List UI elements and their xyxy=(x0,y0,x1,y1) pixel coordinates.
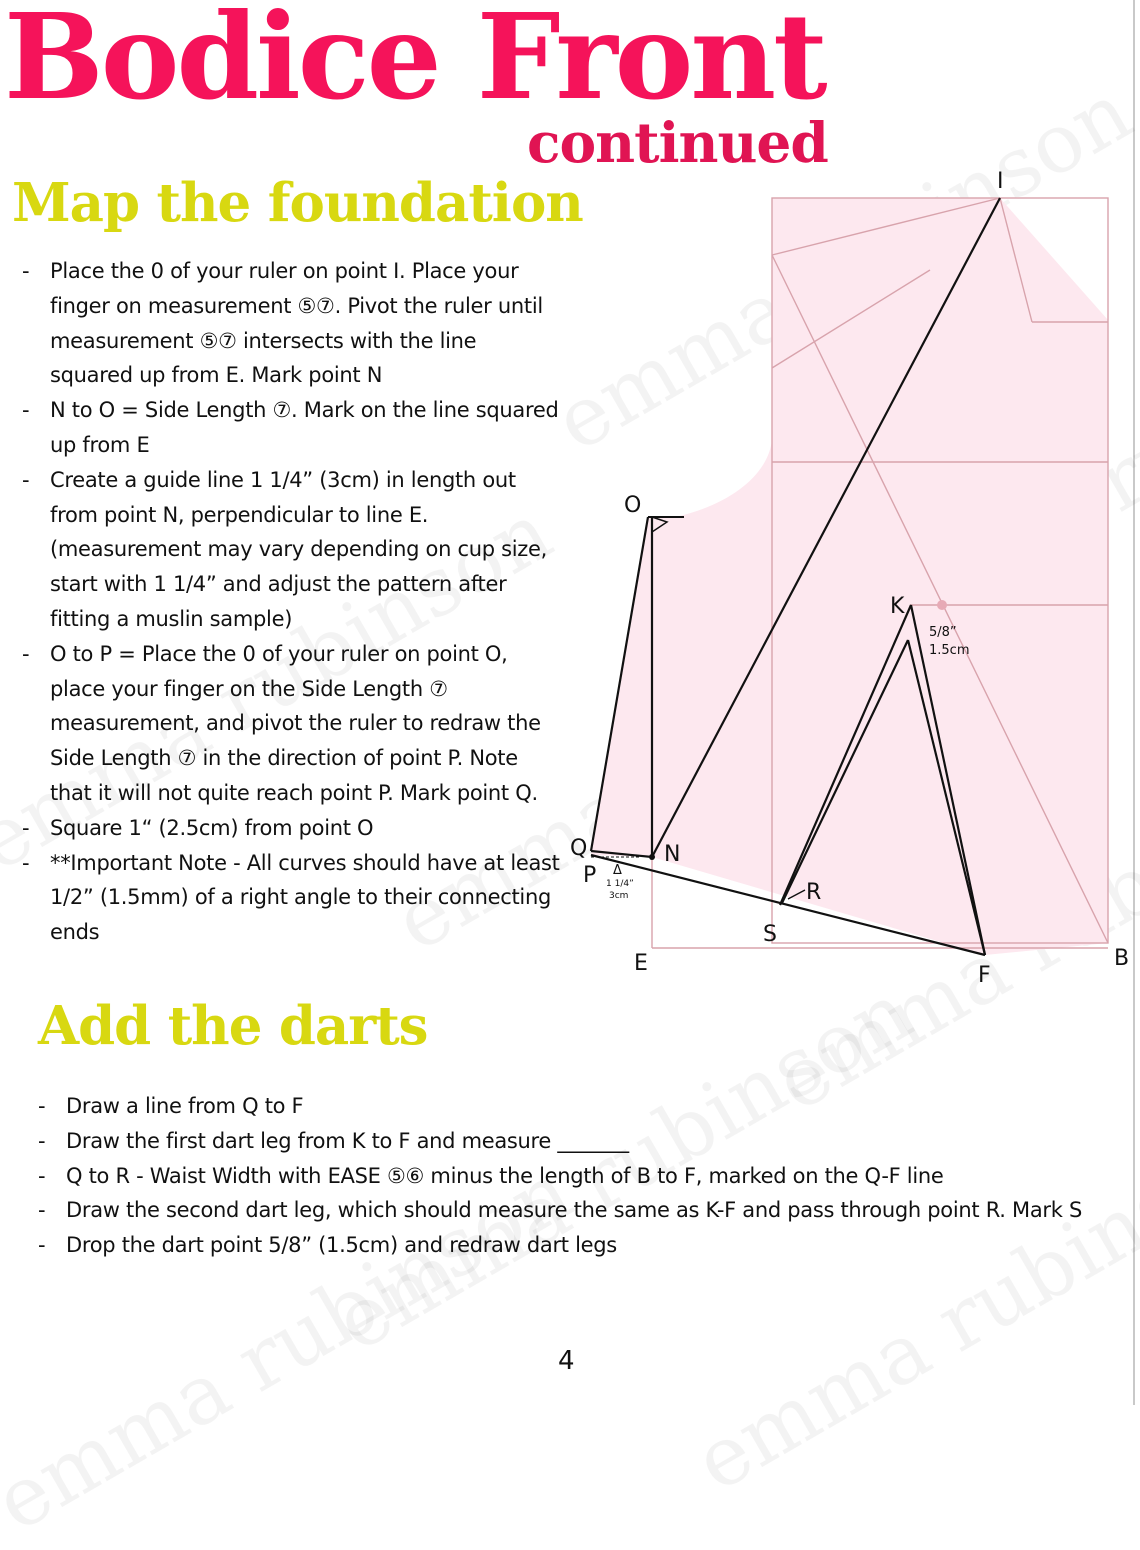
step-item: - **Important Note - All curves should have at least 1/2” (1.5mm) of a right angle to their connecting ends xyxy=(22,846,562,950)
point-n-dot xyxy=(649,854,655,860)
page-title: Bodice Front xyxy=(4,0,825,126)
guide-imperial: 1 1/4” xyxy=(606,879,634,889)
label-f: F xyxy=(978,963,991,988)
step-item: - Draw the first dart leg from K to F and measure _______ xyxy=(38,1124,1098,1159)
step-item: - Draw the second dart leg, which should measure the same as K-F and pass through point R. Mark S xyxy=(38,1193,1098,1228)
section-heading-foundation: Map the foundation xyxy=(12,172,583,234)
label-o: O xyxy=(624,493,642,518)
label-s: S xyxy=(763,922,777,947)
label-r: R xyxy=(806,880,822,905)
step-item: - Drop the dart point 5/8” (1.5cm) and redraw dart legs xyxy=(38,1228,1098,1263)
step-item: - Draw a line from Q to F xyxy=(38,1089,1098,1124)
dart-drop-imperial: 5/8” xyxy=(929,625,957,640)
dart-drop-metric: 1.5cm xyxy=(929,643,970,658)
label-b: B xyxy=(1114,946,1130,971)
page-number: 4 xyxy=(558,1346,575,1376)
step-item: - O to P = Place the 0 of your ruler on point O, place your finger on the Side Length ⑦ measurement, and pivot the ruler to redraw the Side Length ⑦ in the direction of point P. Note that it will not quite reach point P. Mark point Q. xyxy=(22,637,562,811)
label-k: K xyxy=(890,594,905,619)
label-q: Q xyxy=(570,836,588,861)
label-i: I xyxy=(997,169,1004,194)
label-n: N xyxy=(664,842,681,867)
step-item: - Place the 0 of your ruler on point I. Place your finger on measurement ⑤⑦. Pivot the ruler until measurement ⑤⑦ intersects with the line squared up from E. Mark point N xyxy=(22,254,562,393)
step-item: - Create a guide line 1 1/4” (3cm) in length out from point N, perpendicular to line E. (measurement may vary depending on cup size, start with 1 1/4” and adjust the pattern after fitting a muslin sample) xyxy=(22,463,562,637)
delta-icon: Δ xyxy=(613,863,622,878)
step-item: - Square 1“ (2.5cm) from point O xyxy=(22,811,562,846)
section-heading-darts: Add the darts xyxy=(38,995,428,1057)
label-p: P xyxy=(583,863,597,888)
step-item: - N to O = Side Length ⑦. Mark on the line squared up from E xyxy=(22,393,562,463)
guide-metric: 3cm xyxy=(609,891,629,901)
dart-point-dot xyxy=(937,600,947,610)
step-item: - Q to R - Waist Width with EASE ⑤⑥ minus the length of B to F, marked on the Q-F line xyxy=(38,1159,1098,1194)
page-subtitle: continued xyxy=(527,110,828,175)
label-e: E xyxy=(634,951,648,976)
